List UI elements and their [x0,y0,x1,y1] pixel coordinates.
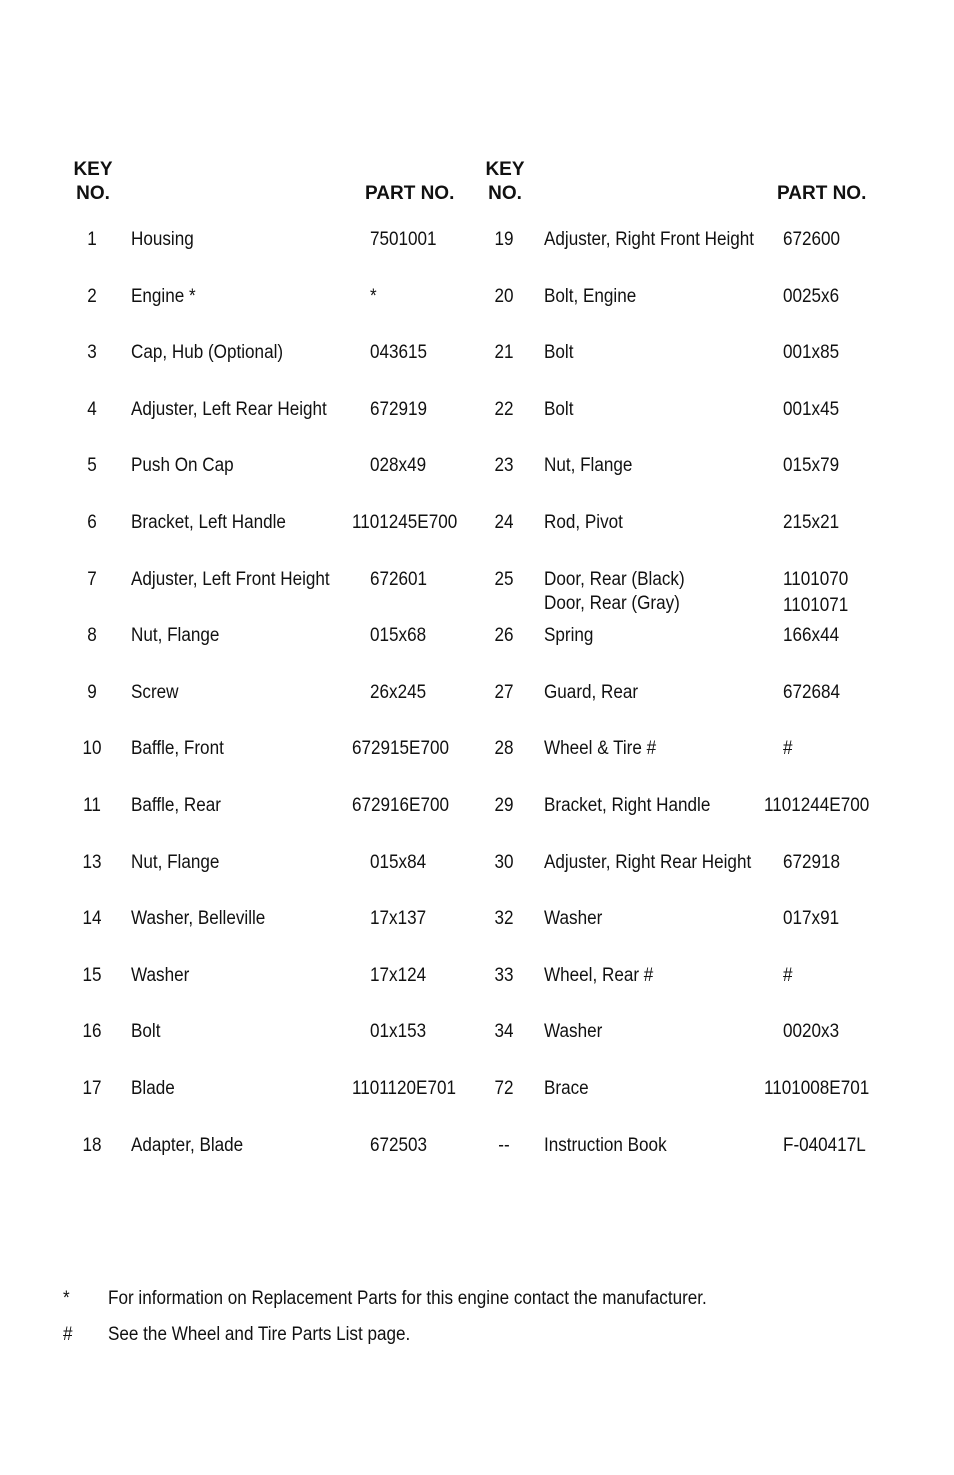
key-number: 3 [87,342,97,364]
part-number: 001x85 [783,342,840,364]
key-number: 28 [494,738,514,760]
footnote-symbol: # [63,1324,73,1345]
table-row [0,454,954,480]
table-row [0,1020,954,1046]
left-key-header [63,158,123,206]
key-number: 33 [494,964,514,986]
table-row [0,1134,954,1160]
part-number: 1101120E701 [352,1078,456,1099]
part-description: Push On Cap [131,455,234,477]
part-number: 01x153 [370,1021,427,1043]
left-key-header-line1: KEY [73,159,113,180]
part-description: Baffle, Front [131,738,224,760]
part-description: Housing [131,229,194,250]
table-row [0,341,954,367]
key-number: 16 [82,1021,102,1043]
footnote-text: See the Wheel and Tire Parts List page. [108,1324,411,1345]
right-key-header-line2: NO. [488,183,522,204]
key-number: 5 [87,455,97,477]
part-description: Washer [131,964,190,986]
part-number: 1101245E700 [352,512,458,533]
part-description: Adjuster, Right Rear Height [544,851,752,873]
key-number: 4 [87,398,97,420]
part-number: 26x245 [370,681,427,703]
key-number: 17 [82,1078,102,1099]
key-number: 25 [494,568,514,590]
part-number: 215x21 [783,512,840,533]
part-number: 672601 [370,568,428,590]
key-number: 24 [494,512,514,533]
part-number: 166x44 [783,625,840,647]
part-number: 1101070 [783,568,849,590]
key-number: 20 [494,285,514,307]
key-number: 22 [494,398,514,420]
table-row [0,398,954,424]
part-number: 028x49 [370,455,427,477]
part-description: Washer [544,908,603,930]
table-row [0,568,954,616]
table-row [0,285,954,311]
part-number: 672503 [370,1134,428,1156]
part-number: 043615 [370,342,428,364]
part-number: 17x137 [370,908,427,930]
part-description: Wheel & Tire # [544,738,657,760]
part-description: Nut, Flange [544,455,633,477]
part-number: 672600 [783,229,841,250]
part-number: 17x124 [370,964,427,986]
part-number: 015x79 [783,455,840,477]
part-description: Nut, Flange [131,851,220,873]
part-description: Guard, Rear [544,681,639,703]
part-description: Adjuster, Right Front Height [544,229,755,250]
part-number: 015x84 [370,851,427,873]
part-description: Bolt [131,1021,161,1043]
part-number: 001x45 [783,398,840,420]
footnote-text: For information on Replacement Parts for this engine contact the manufacturer. [108,1288,707,1309]
part-description: Brace [544,1078,589,1099]
part-description: Bracket, Right Handle [544,795,711,816]
table-row [0,851,954,877]
part-description: Spring [544,625,594,647]
left-key-header-line2: NO. [76,183,110,204]
key-number: 14 [82,908,102,930]
part-description: Bolt [544,398,574,420]
table-row [0,794,954,820]
part-description: Adjuster, Left Front Height [131,568,330,590]
key-number: 26 [494,625,514,647]
key-number: 9 [87,681,97,703]
part-number: 672918 [783,851,841,873]
key-number: 10 [82,738,102,760]
part-number: 1101008E701 [764,1078,870,1099]
part-number: # [783,738,793,760]
table-row [0,964,954,990]
right-key-header [475,158,535,206]
part-number-alt: 1101071 [783,594,849,616]
table-row [0,681,954,707]
part-number: 0025x6 [783,285,840,307]
left-part-no-header: PART NO. [365,183,455,204]
part-number: 0020x3 [783,1021,840,1043]
part-description: Washer, Belleville [131,908,266,930]
key-number: 15 [82,964,102,986]
part-description: Adapter, Blade [131,1134,244,1156]
part-description: Adjuster, Left Rear Height [131,398,327,420]
key-number: 8 [87,625,97,647]
key-number: 2 [87,285,97,307]
key-number: 1 [87,229,97,250]
part-description: Screw [131,681,179,703]
key-number: 7 [87,568,97,590]
table-row [0,907,954,933]
part-number: 1101244E700 [764,795,870,816]
key-number: 29 [494,795,514,816]
part-description: Engine * [131,285,196,307]
part-description: Bolt [544,342,574,364]
table-row [0,1077,954,1103]
part-description: Washer [544,1021,603,1043]
key-number: 19 [494,229,514,250]
part-description: Wheel, Rear # [544,964,654,986]
part-number: # [783,964,793,986]
part-description: Blade [131,1078,175,1099]
part-number: F-040417L [783,1134,866,1156]
part-number: 672915E700 [352,738,450,760]
part-number: 7501001 [370,229,437,250]
key-number: 21 [494,342,514,364]
table-row [0,737,954,763]
key-number: 30 [494,851,514,873]
right-key-header-line1: KEY [485,159,525,180]
right-part-no-header: PART NO. [777,183,867,204]
footnote-symbol: * [63,1288,70,1309]
part-description: Baffle, Rear [131,795,221,816]
key-number: 23 [494,455,514,477]
key-number: 27 [494,681,514,703]
part-number: * [370,285,377,307]
part-description-alt: Door, Rear (Gray) [544,592,680,614]
table-row [0,228,954,254]
table-row [0,624,954,650]
key-number: 32 [494,908,514,930]
key-number: 34 [494,1021,514,1043]
part-description: Nut, Flange [131,625,220,647]
part-description: Bracket, Left Handle [131,512,286,533]
key-number: 72 [494,1078,514,1099]
part-number: 672916E700 [352,795,450,816]
part-description: Cap, Hub (Optional) [131,342,284,364]
table-row [0,511,954,537]
part-description: Bolt, Engine [544,285,637,307]
part-number: 017x91 [783,908,840,930]
key-number: 11 [83,795,101,816]
key-number: -- [498,1134,510,1156]
key-number: 13 [82,851,102,873]
part-number: 672684 [783,681,841,703]
part-description: Instruction Book [544,1134,667,1156]
part-description: Rod, Pivot [544,512,623,533]
part-number: 672919 [370,398,428,420]
part-number: 015x68 [370,625,427,647]
part-description: Door, Rear (Black) [544,568,685,590]
key-number: 18 [82,1134,102,1156]
key-number: 6 [87,512,97,533]
